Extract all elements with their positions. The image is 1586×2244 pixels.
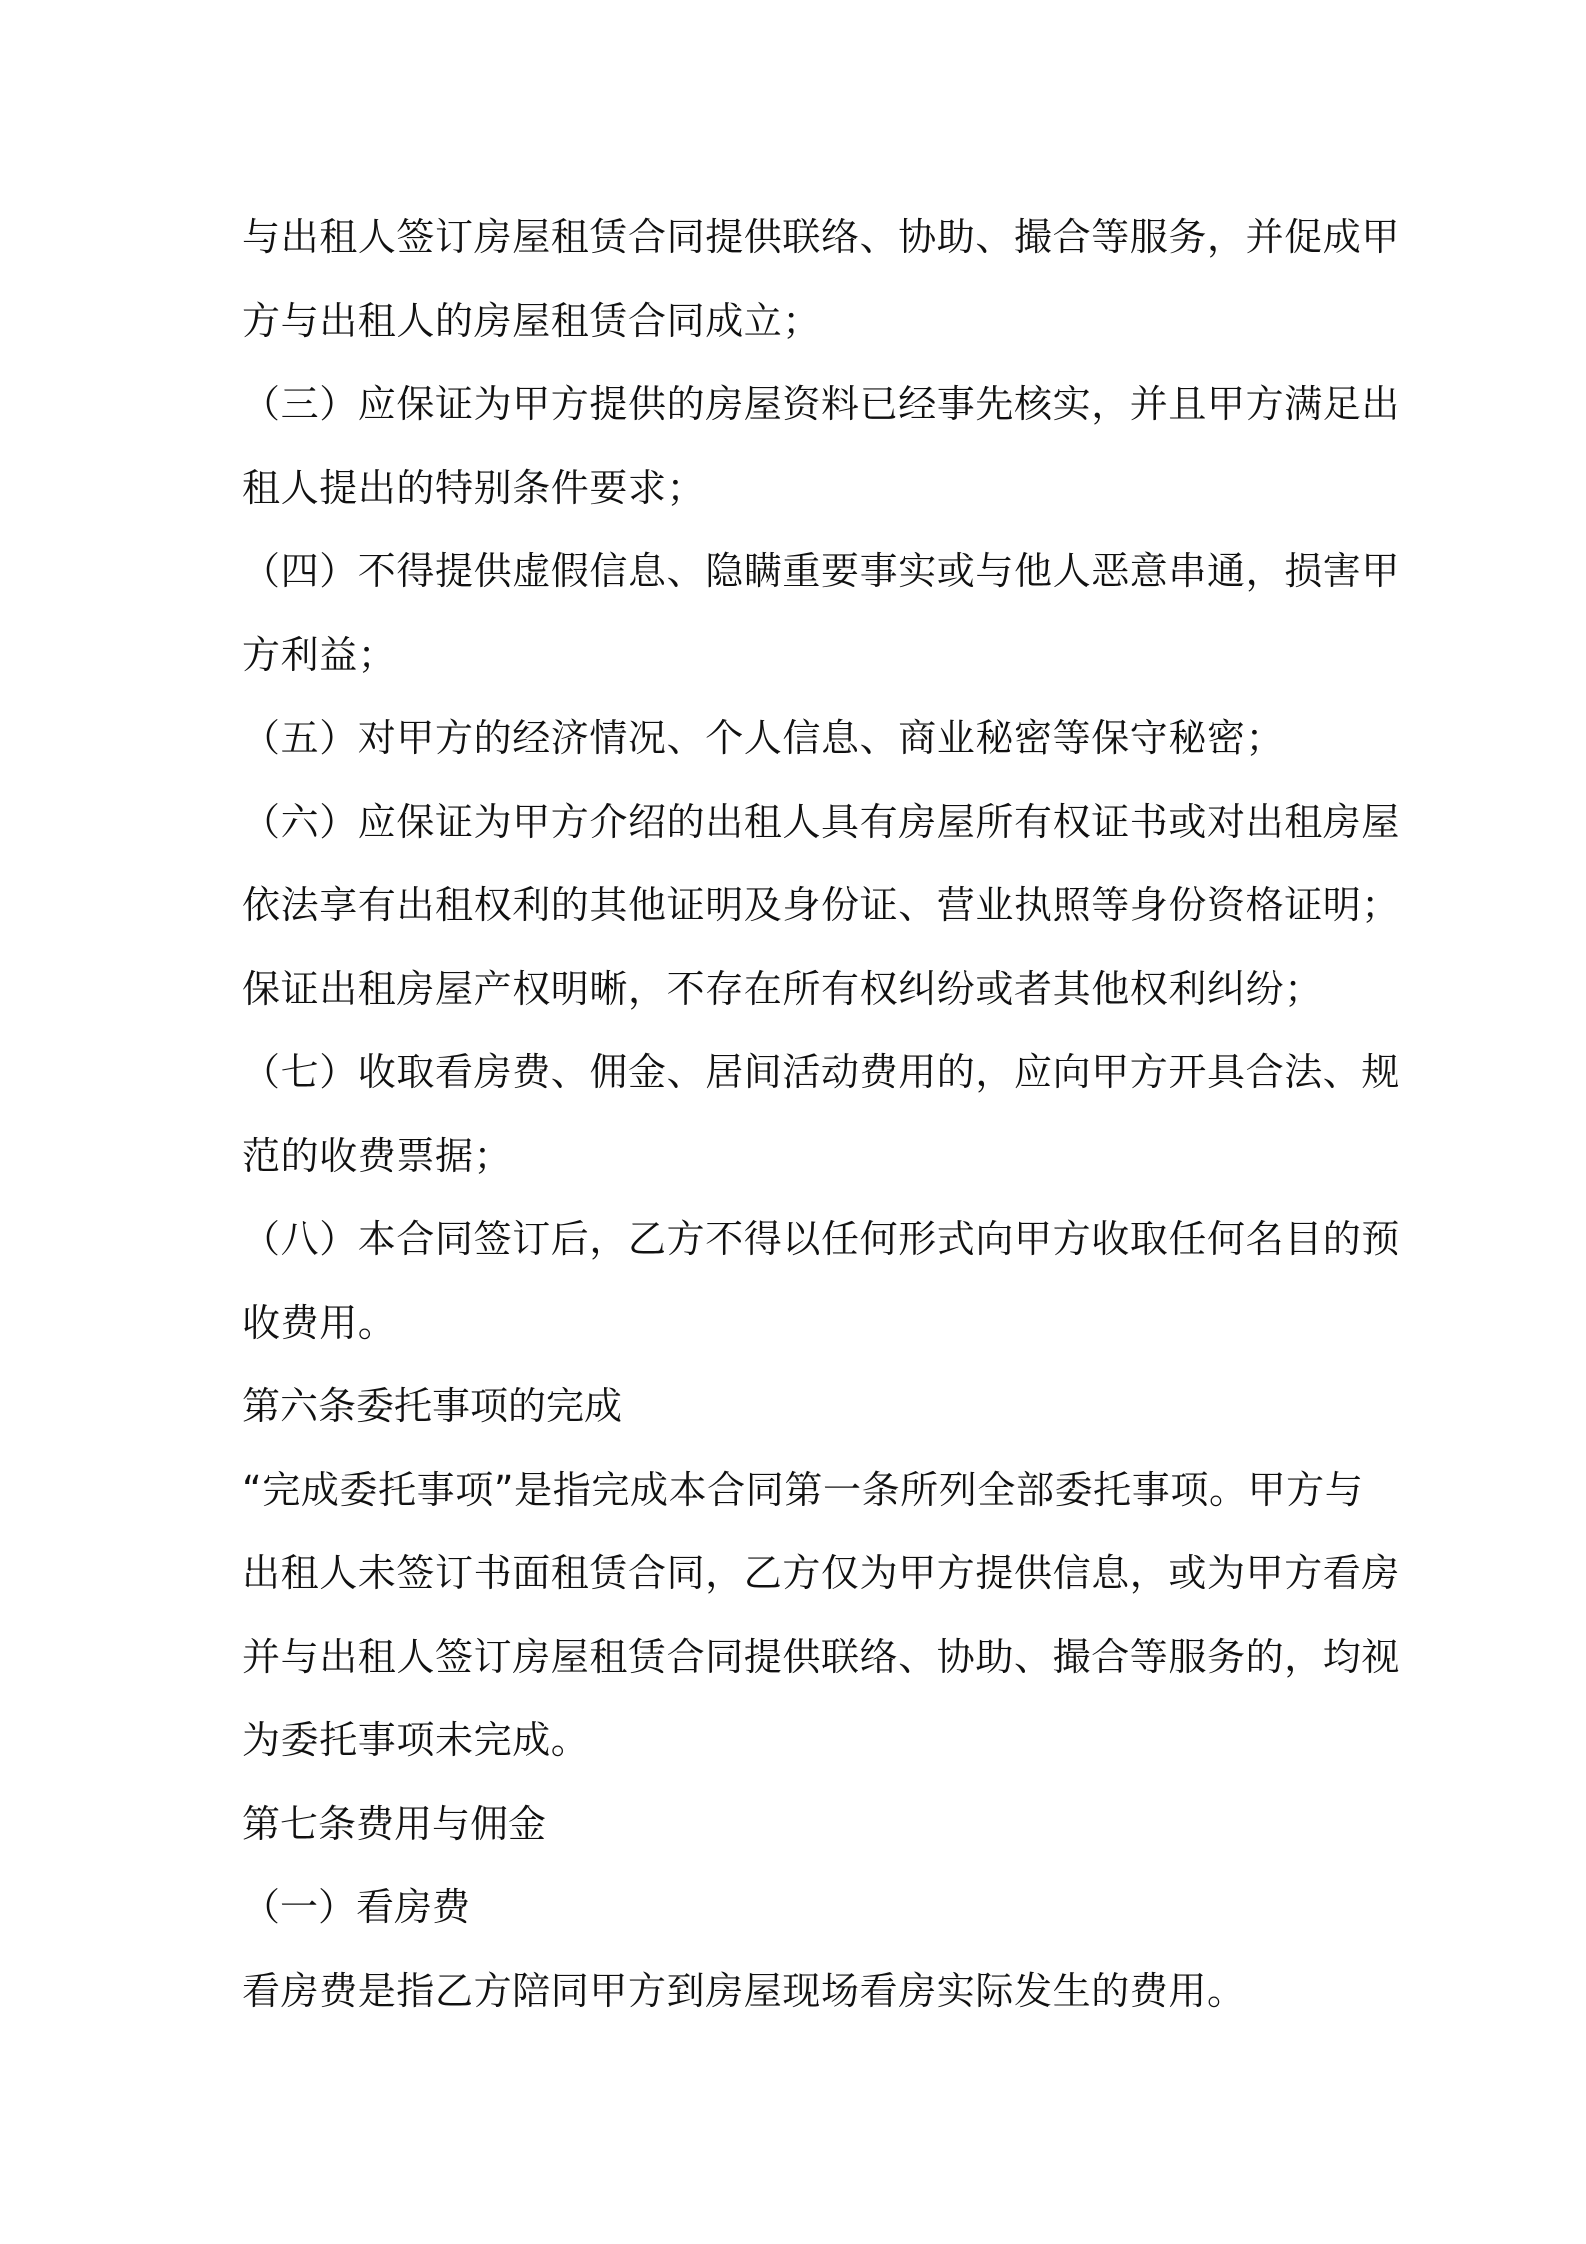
paragraph-line: 与出租人签订房屋租赁合同提供联络、协助、撮合等服务，并促成甲	[242, 215, 1401, 259]
subsection-heading-viewing-fee: （一）看房费	[242, 1885, 471, 1929]
list-item-5: （五）对甲方的经济情况、个人信息、商业秘密等保守秘密；	[242, 716, 1285, 760]
paragraph-line: 方利益；	[242, 632, 397, 677]
section-heading-article-6: 第六条委托事项的完成	[242, 1384, 623, 1428]
paragraph-line: 收费用。	[242, 1300, 397, 1345]
list-item-7: （七）收取看房费、佣金、居间活动费用的，应向甲方开具合法、规	[242, 1050, 1401, 1094]
paragraph-line: 并与出租人签订房屋租赁合同提供联络、协助、撮合等服务的，均视	[242, 1634, 1401, 1679]
paragraph-line: 租人提出的特别条件要求；	[242, 465, 706, 510]
paragraph-line: 依法享有出租权利的其他证明及身份证、营业执照等身份资格证明；	[242, 883, 1401, 927]
section-heading-article-7: 第七条费用与佣金	[242, 1801, 547, 1846]
paragraph-line: 为委托事项未完成。	[242, 1718, 590, 1762]
list-item-4: （四）不得提供虚假信息、隐瞒重要事实或与他人恶意串通，损害甲	[242, 549, 1401, 593]
list-item-6: （六）应保证为甲方介绍的出租人具有房屋所有权证书或对出租房屋	[242, 799, 1401, 844]
paragraph-line: 保证出租房屋产权明晰，不存在所有权纠纷或者其他权利纠纷；	[242, 966, 1323, 1011]
paragraph-line: 方与出租人的房屋租赁合同成立；	[242, 298, 822, 343]
paragraph-line: “完成委托事项”是指完成本合同第一条所列全部委托事项。甲方与	[242, 1467, 1364, 1512]
document-body	[242, 196, 1401, 2033]
list-item-8: （八）本合同签订后，乙方不得以任何形式向甲方收取任何名目的预	[242, 1217, 1401, 1261]
paragraph-line: 范的收费票据；	[242, 1133, 513, 1178]
list-item-3: （三）应保证为甲方提供的房屋资料已经事先核实，并且甲方满足出	[242, 382, 1401, 426]
paragraph-line: 出租人未签订书面租赁合同，乙方仅为甲方提供信息，或为甲方看房	[242, 1551, 1401, 1595]
paragraph-line: 看房费是指乙方陪同甲方到房屋现场看房实际发生的费用。	[242, 1968, 1246, 2013]
